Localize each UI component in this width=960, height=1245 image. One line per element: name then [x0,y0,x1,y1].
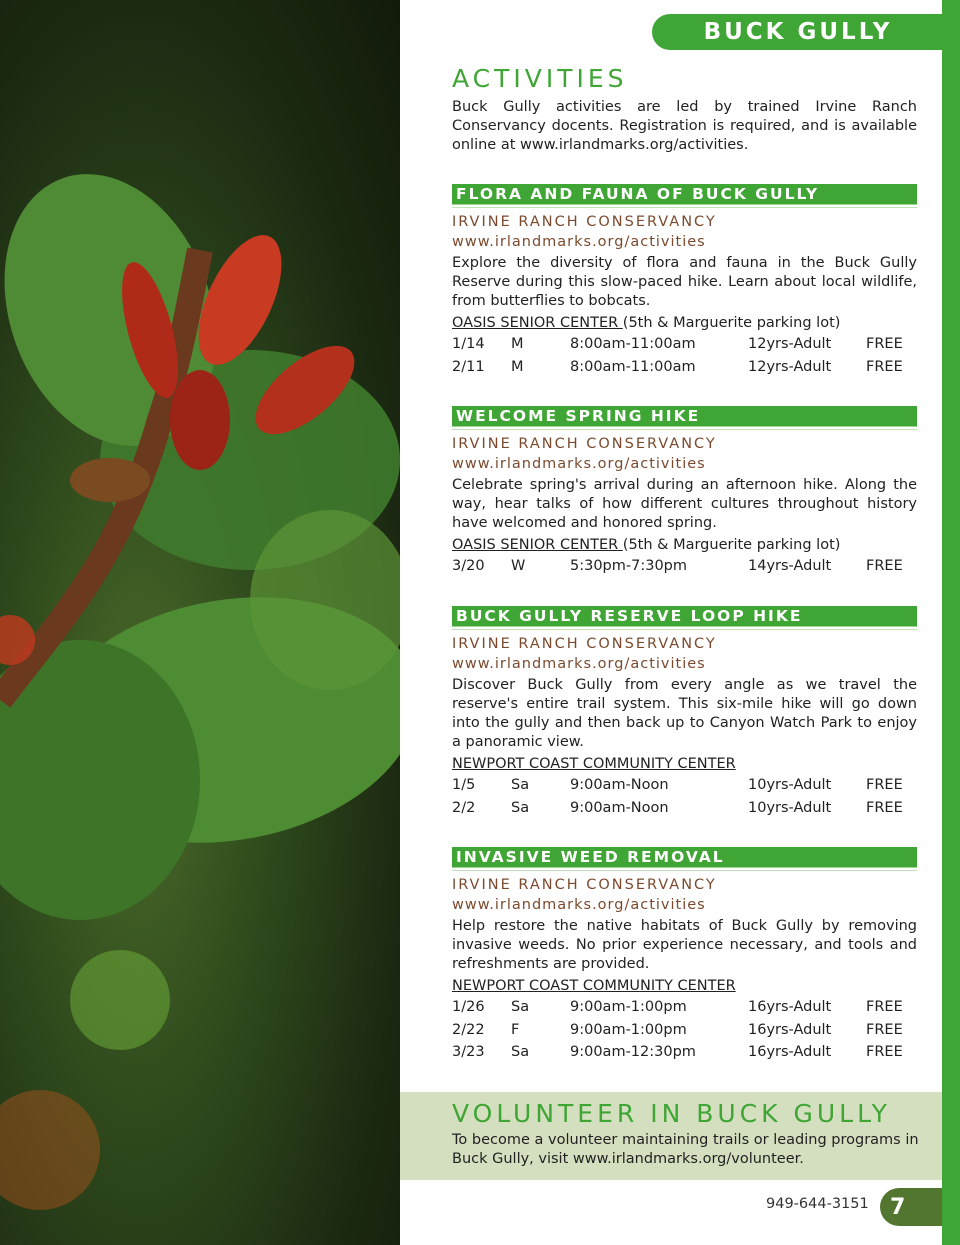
session-date: 2/11 [452,358,485,375]
event-title: WELCOME SPRING HIKE [452,406,917,427]
session-day: F [511,1021,520,1038]
session-time: 8:00am-11:00am [570,336,696,352]
event-organizer: IRVINE RANCH CONSERVANCY [452,877,717,893]
session-cost: FREE [866,1021,903,1038]
volunteer-heading: VOLUNTEER IN BUCK GULLY [452,1099,891,1128]
divider [452,429,917,430]
event-title: FLORA AND FAUNA OF BUCK GULLY [452,184,917,205]
event-url[interactable]: www.irlandmarks.org/activities [452,656,706,672]
event-location [452,536,917,555]
session-time: 9:00am-Noon [570,777,669,793]
session-day: Sa [511,799,530,816]
session-cost: FREE [866,799,903,816]
session-day: Sa [511,1044,530,1060]
event-block [452,406,917,578]
session-row [452,555,917,578]
session-age: 16yrs-Adult [748,999,832,1015]
session-cost: FREE [866,777,903,793]
event-title: INVASIVE WEED REMOVAL [452,847,917,868]
event-block [452,847,917,1064]
session-time: 5:30pm-7:30pm [570,558,688,574]
event-organizer: IRVINE RANCH CONSERVANCY [452,214,717,230]
divider [452,207,917,208]
session-row [452,1019,917,1042]
session-age: 14yrs-Adult [748,558,832,574]
session-day: W [511,558,526,574]
session-date: 1/26 [452,999,485,1015]
phone-number: 949-644-3151 [766,1196,869,1212]
session-time: 9:00am-Noon [570,799,669,816]
event-description: Help restore the native habitats of Buck Gully by removing invasive weeds. No prior experience necessary, and tools and refreshments are provided. [452,918,917,972]
session-age: 10yrs-Adult [748,799,832,816]
session-date: 1/14 [452,336,485,352]
event-location [452,314,917,333]
session-age: 16yrs-Adult [748,1021,832,1038]
event-description: Discover Buck Gully from every angle as we travel the reserve's entire trail system. This six-mile hike will go down into the gully and then back up to Canyon Watch Park to enjoy a panoramic view. [452,677,917,750]
page-edge-bar [942,0,960,1245]
session-cost: FREE [866,358,903,375]
session-age: 12yrs-Adult [748,336,832,352]
event-organizer: IRVINE RANCH CONSERVANCY [452,636,717,652]
event-description: Celebrate spring's arrival during an afternoon hike. Along the way, hear talks of how different cultures throughout history have welcomed and honored spring. [452,477,917,531]
location-detail: (5th & Marguerite parking lot) [622,537,841,553]
session-row [452,774,917,797]
location-name: OASIS SENIOR CENTER [452,315,623,331]
location-name: NEWPORT COAST COMMUNITY CENTER [452,978,736,994]
event-url[interactable]: www.irlandmarks.org/activities [452,456,706,472]
location-name: OASIS SENIOR CENTER [452,537,623,553]
event-description: Explore the diversity of flora and fauna in the Buck Gully Reserve during this slow-paced hike. Learn about local wildlife, from butterflies to bobcats. [452,255,917,309]
session-cost: FREE [866,558,903,574]
session-time: 8:00am-11:00am [570,358,696,375]
session-cost: FREE [866,336,903,352]
volunteer-text: To become a volunteer maintaining trails or leading programs in Buck Gully, visit www.irlandmarks.org/volunteer. [452,1132,919,1167]
session-age: 10yrs-Adult [748,777,832,793]
divider [452,870,917,871]
session-day: M [511,358,524,375]
session-day: M [511,336,524,352]
session-day: Sa [511,999,530,1015]
event-location [452,977,917,996]
session-time: 9:00am-1:00pm [570,1021,687,1038]
session-date: 2/2 [452,799,476,816]
location-name: NEWPORT COAST COMMUNITY CENTER [452,756,736,772]
activities-heading: ACTIVITIES [452,64,628,93]
event-location [452,755,917,774]
session-date: 3/20 [452,558,485,574]
session-day: Sa [511,777,530,793]
event-block [452,606,917,819]
session-cost: FREE [866,999,903,1015]
event-organizer: IRVINE RANCH CONSERVANCY [452,436,717,452]
location-detail: (5th & Marguerite parking lot) [622,315,841,331]
session-age: 12yrs-Adult [748,358,832,375]
activities-intro: Buck Gully activities are led by trained Irvine Ranch Conservancy docents. Registration is required, and is available online at www.irlandmarks.org/activities. [452,99,917,153]
session-row [452,1041,917,1064]
session-row [452,333,917,356]
session-row [452,996,917,1019]
page-number: 7 [880,1188,942,1226]
session-date: 2/22 [452,1021,485,1038]
session-cost: FREE [866,1044,903,1060]
session-time: 9:00am-12:30pm [570,1044,696,1060]
session-time: 9:00am-1:00pm [570,999,687,1015]
session-age: 16yrs-Adult [748,1044,832,1060]
event-url[interactable]: www.irlandmarks.org/activities [452,234,706,250]
plant-photo [0,0,400,1245]
event-title: BUCK GULLY RESERVE LOOP HIKE [452,606,917,627]
event-block [452,184,917,378]
session-date: 3/23 [452,1044,485,1060]
section-header-tab: BUCK GULLY [652,14,944,50]
event-url[interactable]: www.irlandmarks.org/activities [452,897,706,913]
session-row [452,356,917,379]
session-date: 1/5 [452,777,476,793]
divider [452,629,917,630]
session-row [452,797,917,820]
